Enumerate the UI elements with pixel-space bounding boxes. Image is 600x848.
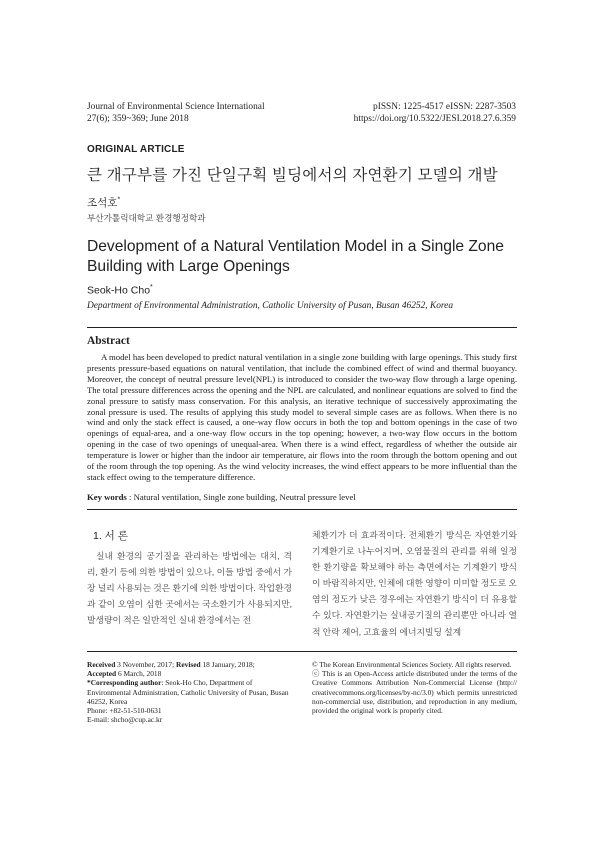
korean-author [87,195,120,210]
korean-title: 큰 개구부를 가진 단일구획 빌딩에서의 자연환기 모델의 개발 [87,167,498,184]
issn: pISSN: 1225-4517 eISSN: 2287-3503 [373,102,516,112]
english-author-name: Seok-Ho Cho [87,284,151,297]
divider-top [87,327,517,328]
corresponding-author: *Corresponding author: Seok-Ho Cho, Department of Environmental Administration, Catholic University of Pusan, Busan 46252, Korea [87,678,289,706]
footnote-dates [87,660,292,724]
copyright: © The Korean Environmental Sciences Society. All rights reserved. [312,660,512,669]
divider-footnotes [87,651,517,652]
journal-name: Journal of Environmental Science International [87,102,265,112]
intro-left-column: 실내 환경의 공기질을 관리하는 방법에는 대치, 격리, 환기 등에 의한 방법이 있으나, 이들 방법 중에서 가장 널리 사용되는 것은 환기에 의한 방법이다. 작업환경과 같이 오염이 심한 곳에서는 국소환기가 사용되지만, 발생량이 적은 일반적인 실내 환경에서는 전 [87,551,292,626]
korean-affiliation: 부산가톨릭대학교 환경행정학과 [87,213,206,223]
keywords-label: Key words [87,492,127,502]
english-affiliation: Department of Environmental Administration, Catholic University of Pusan, Busan 46252, Korea [87,301,454,311]
accepted-line: Accepted 6 March, 2018 [87,669,162,679]
english-author [87,284,153,297]
article-type: ORIGINAL ARTICLE [87,144,185,155]
intro-right-column: 체환기가 더 효과적이다. 전체환기 방식은 자연환기와 기계환기로 나누어지며, 오염물질의 관리를 위해 일정한 환기량을 확보해야 하는 측면에서는 기계환기 방식이 바람직하지만, 인체에 대한 영향이 미미할 정도로 오염의 정도가 낮은 경우에는 자연환기 방식이 더 유용할 수 있다. 자연환기는 실내공기질의 관리뿐만 아니라 열적 안락 제어, 고효율의 에너지빌딩 설계 [312,530,517,637]
journal-header [87,101,347,125]
section-heading: 1. 서 론 [93,530,128,542]
english-title: Development of a Natural Ventilation Model in a Single Zone Building with Large Openings [87,238,504,275]
abstract-text: A model has been developed to predict natural ventilation in a single zone building with large openings. This study first presents pressure-based equations on natural ventilation, that include the combined effect of wind and thermal buoyancy. Moreover, the concept of neutral pressure level(NPL) is introduced to consider the two-way flow through a large opening. The total pressure differences across the opening and the NPL are calculated, and nonlinear equations are solved to find the zonal pressure to satisfy mass conservation. For this analysis, an iterative technique of successively approximating the zonal pressure is used. The results of applying this study model to several simple cases are as follows. When there is no wind and only the stack effect is caused, a one-way flow occurs in both the top and bottom openings in the case of two openings of equal-area, and a one-way flow occurs in the top opening; however, a two-way flow occurs in the bottom opening in the case of two openings of unequal-area. When there is a wind effect, regardless of whether the outside air temperature is lower or higher than the indoor air temperature, air flows into the room through the bottom opening and out of the room through the top opening. As the wind velocity increases, the wind effect appears to be more influential than the stack effect owing to the temperature difference. [87,352,517,482]
keywords [87,492,517,502]
korean-author-name: 조석호 [87,197,118,209]
abstract-heading: Abstract [87,335,130,347]
doi-link[interactable]: https://doi.org/10.5322/JESI.2018.27.6.359 [353,114,516,124]
footnote-license [312,660,517,715]
issn-header [330,101,516,125]
phone: Phone: +82-51-510-0631 [87,706,162,716]
license-text: ⓒ This is an Open-Access article distributed under the terms of the Creative Commons Attribution Non-Commercial License (http:// creativecommons.org/licenses/by-nc/3.0) which permits unrestricted non-commercial use, distribution, and reproduction in any medium, provided the original work is properly cited. [312,669,517,716]
date-line: Received 3 November, 2017; Revised 18 January, 2018; [87,660,255,669]
korean-author-mark: * [117,196,121,204]
email[interactable]: E-mail: shcho@cup.ac.kr [87,715,163,725]
volume-info: 27(6); 359~369; June 2018 [87,114,189,124]
divider-keywords [87,509,517,510]
english-author-mark: * [150,284,153,291]
keywords-list: : Natural ventilation, Single zone building, Neutral pressure level [126,492,356,502]
